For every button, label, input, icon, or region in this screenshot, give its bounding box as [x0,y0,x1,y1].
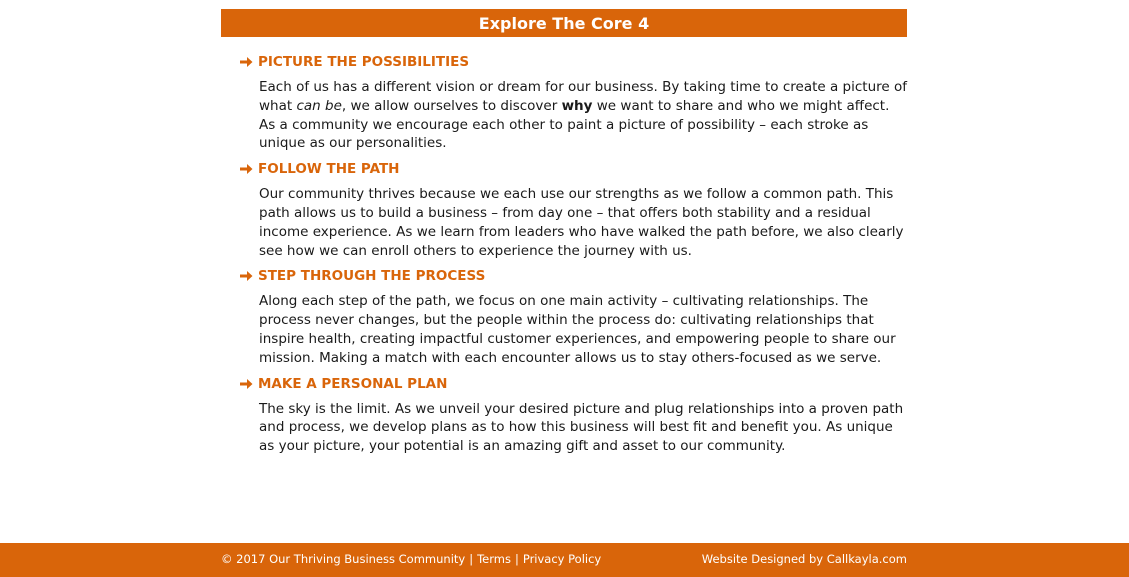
section-text-process: Along each step of the path, we focus on one main activity – cultivating relationships. The process never changes, but the people within the process do: cultivating relationships that inspire health, creating impactful customer experiences, and empowering people to share our mission. Making a match with each encounter allows us to stay others-focused as we serve. [259,293,896,366]
section-heading-label: MAKE A PERSONAL PLAN [258,375,448,392]
section-text-path: Our community thrives because we each use our strengths as we follow a common path. This path allows us to build a business – from day one – that offers both stability and a residual income experience. As we learn from leaders who have walked the path before, we also clearly see how we can enroll others to experience the journey with us. [259,186,904,259]
footer-credit [702,552,907,566]
section-heading-path [240,159,910,179]
section-heading-label: FOLLOW THE PATH [258,161,400,178]
section-text-picture [259,78,907,153]
terms-link[interactable]: Terms [477,552,511,566]
section-text-part: , we allow ourselves to discover [341,97,562,114]
section-heading-label: PICTURE THE POSSIBILITIES [258,54,470,70]
section-heading-picture [240,52,910,72]
page-title: Explore The Core 4 [478,13,650,33]
core-four-content [240,52,910,462]
section-heading-process [240,266,910,286]
designer-credit-link[interactable]: Website Designed by Callkayla.com [701,552,907,566]
arrow-right-icon [240,56,253,68]
page-title-bar [221,9,907,37]
privacy-policy-link[interactable]: Privacy Policy [522,552,602,566]
footer-copyright: © 2017 Our Thriving Business Community [221,552,466,566]
section-text-emphasis: can be [296,97,342,114]
section-text-strong: why [561,97,593,114]
arrow-right-icon [240,378,253,390]
footer-separator: | [514,552,519,566]
section-heading-plan [240,374,910,394]
footer-links [221,552,601,566]
footer-separator: | [469,552,474,566]
section-text-plan: The sky is the limit. As we unveil your desired picture and plug relationships into a proven path and process, we develop plans as to how this business will best fit and benefit you. As unique as your picture, your potential is an amazing gift and asset to our community. [259,400,904,455]
section-heading-label: STEP THROUGH THE PROCESS [258,268,486,285]
footer [0,543,1129,577]
section-text-part: we want to share and who we might affect. As a community we encourage each other to paint a picture of possibility – each stroke as unique as our personalities. [259,97,890,152]
arrow-right-icon [240,270,253,282]
arrow-right-icon [240,163,253,175]
section-text-part: Each of us has a different vision or dream for our business. By taking time to create a picture of what [259,79,907,114]
